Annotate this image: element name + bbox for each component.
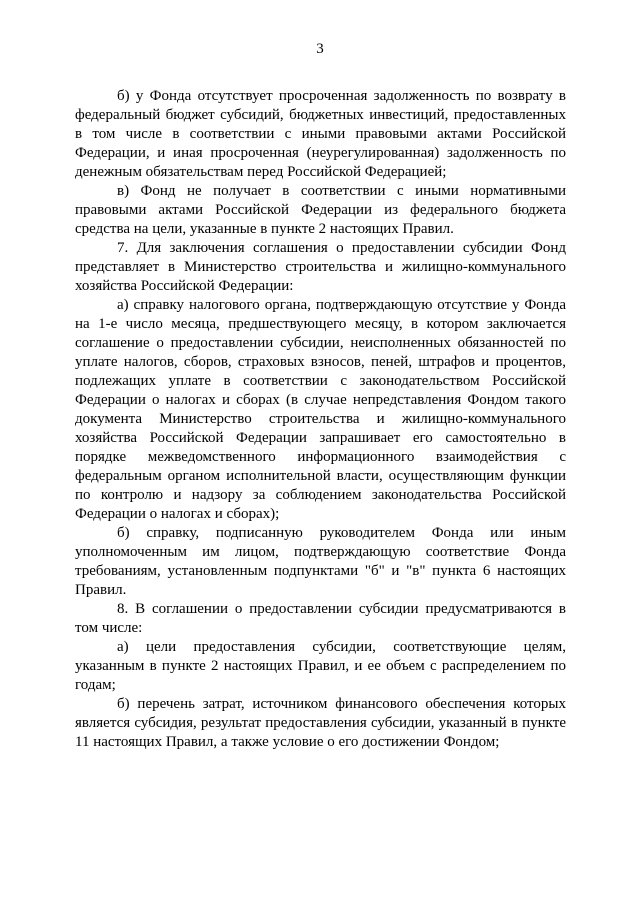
paragraph-8: 8. В соглашении о предоставлении субсидии предусматриваются в том числе: (75, 601, 566, 636)
paragraph-8a: а) цели предоставления субсидии, соответствующие целям, указанным в пункте 2 настоящих Правил, и ее объем с распределением по годам; (75, 639, 566, 693)
paragraph-7b: б) справку, подписанную руководителем Фонда или иным уполномоченным им лицом, подтверждающую соответствие Фонда требованиям, установленным подпунктами "б" и "в" пункта 6 настоящих Правил. (75, 525, 566, 598)
page-number: 3 (316, 41, 324, 57)
paragraph-6v: в) Фонд не получает в соответствии с иными нормативными правовыми актами Российской Федерации из федерального бюджета средства на цели, указанные в пункте 2 настоящих Правил. (75, 183, 566, 237)
document-body (75, 87, 566, 752)
paragraph-6b: б) у Фонда отсутствует просроченная задолженность по возврату в федеральный бюджет субсидий, бюджетных инвестиций, предоставленных в том числе в соответствии с иными правовыми актами Российской Федерации, и иная просроченная (неурегулированная) задолженность по денежным обязательствам перед Российской Федерацией; (75, 88, 566, 180)
paragraph-7a: а) справку налогового органа, подтверждающую отсутствие у Фонда на 1-е число месяца, предшествующего месяцу, в котором заключается соглашение о предоставлении субсидии, неисполненных обязанностей по уплате налогов, сборов, страховых взносов, пеней, штрафов и процентов, подлежащих уплате в соответствии с законодательством Российской Федерации о налогах и сборах (в случае непредставления Фондом такого документа Министерство строительства и жилищно-коммунального хозяйства Российской Федерации запрашивает его самостоятельно в порядке межведомственного информационного взаимодействия с федеральным органом исполнительной власти, осуществляющим функции по контролю и надзору за соблюдением законодательства Российской Федерации о налогах и сборах); (75, 297, 566, 522)
paragraph-8b: б) перечень затрат, источником финансового обеспечения которых является субсидия, результат предоставления субсидии, указанный в пункте 11 настоящих Правил, а также условие о его достижении Фондом; (75, 696, 566, 750)
paragraph-7: 7. Для заключения соглашения о предоставлении субсидии Фонд представляет в Министерство строительства и жилищно-коммунального хозяйства Российской Федерации: (75, 240, 566, 294)
